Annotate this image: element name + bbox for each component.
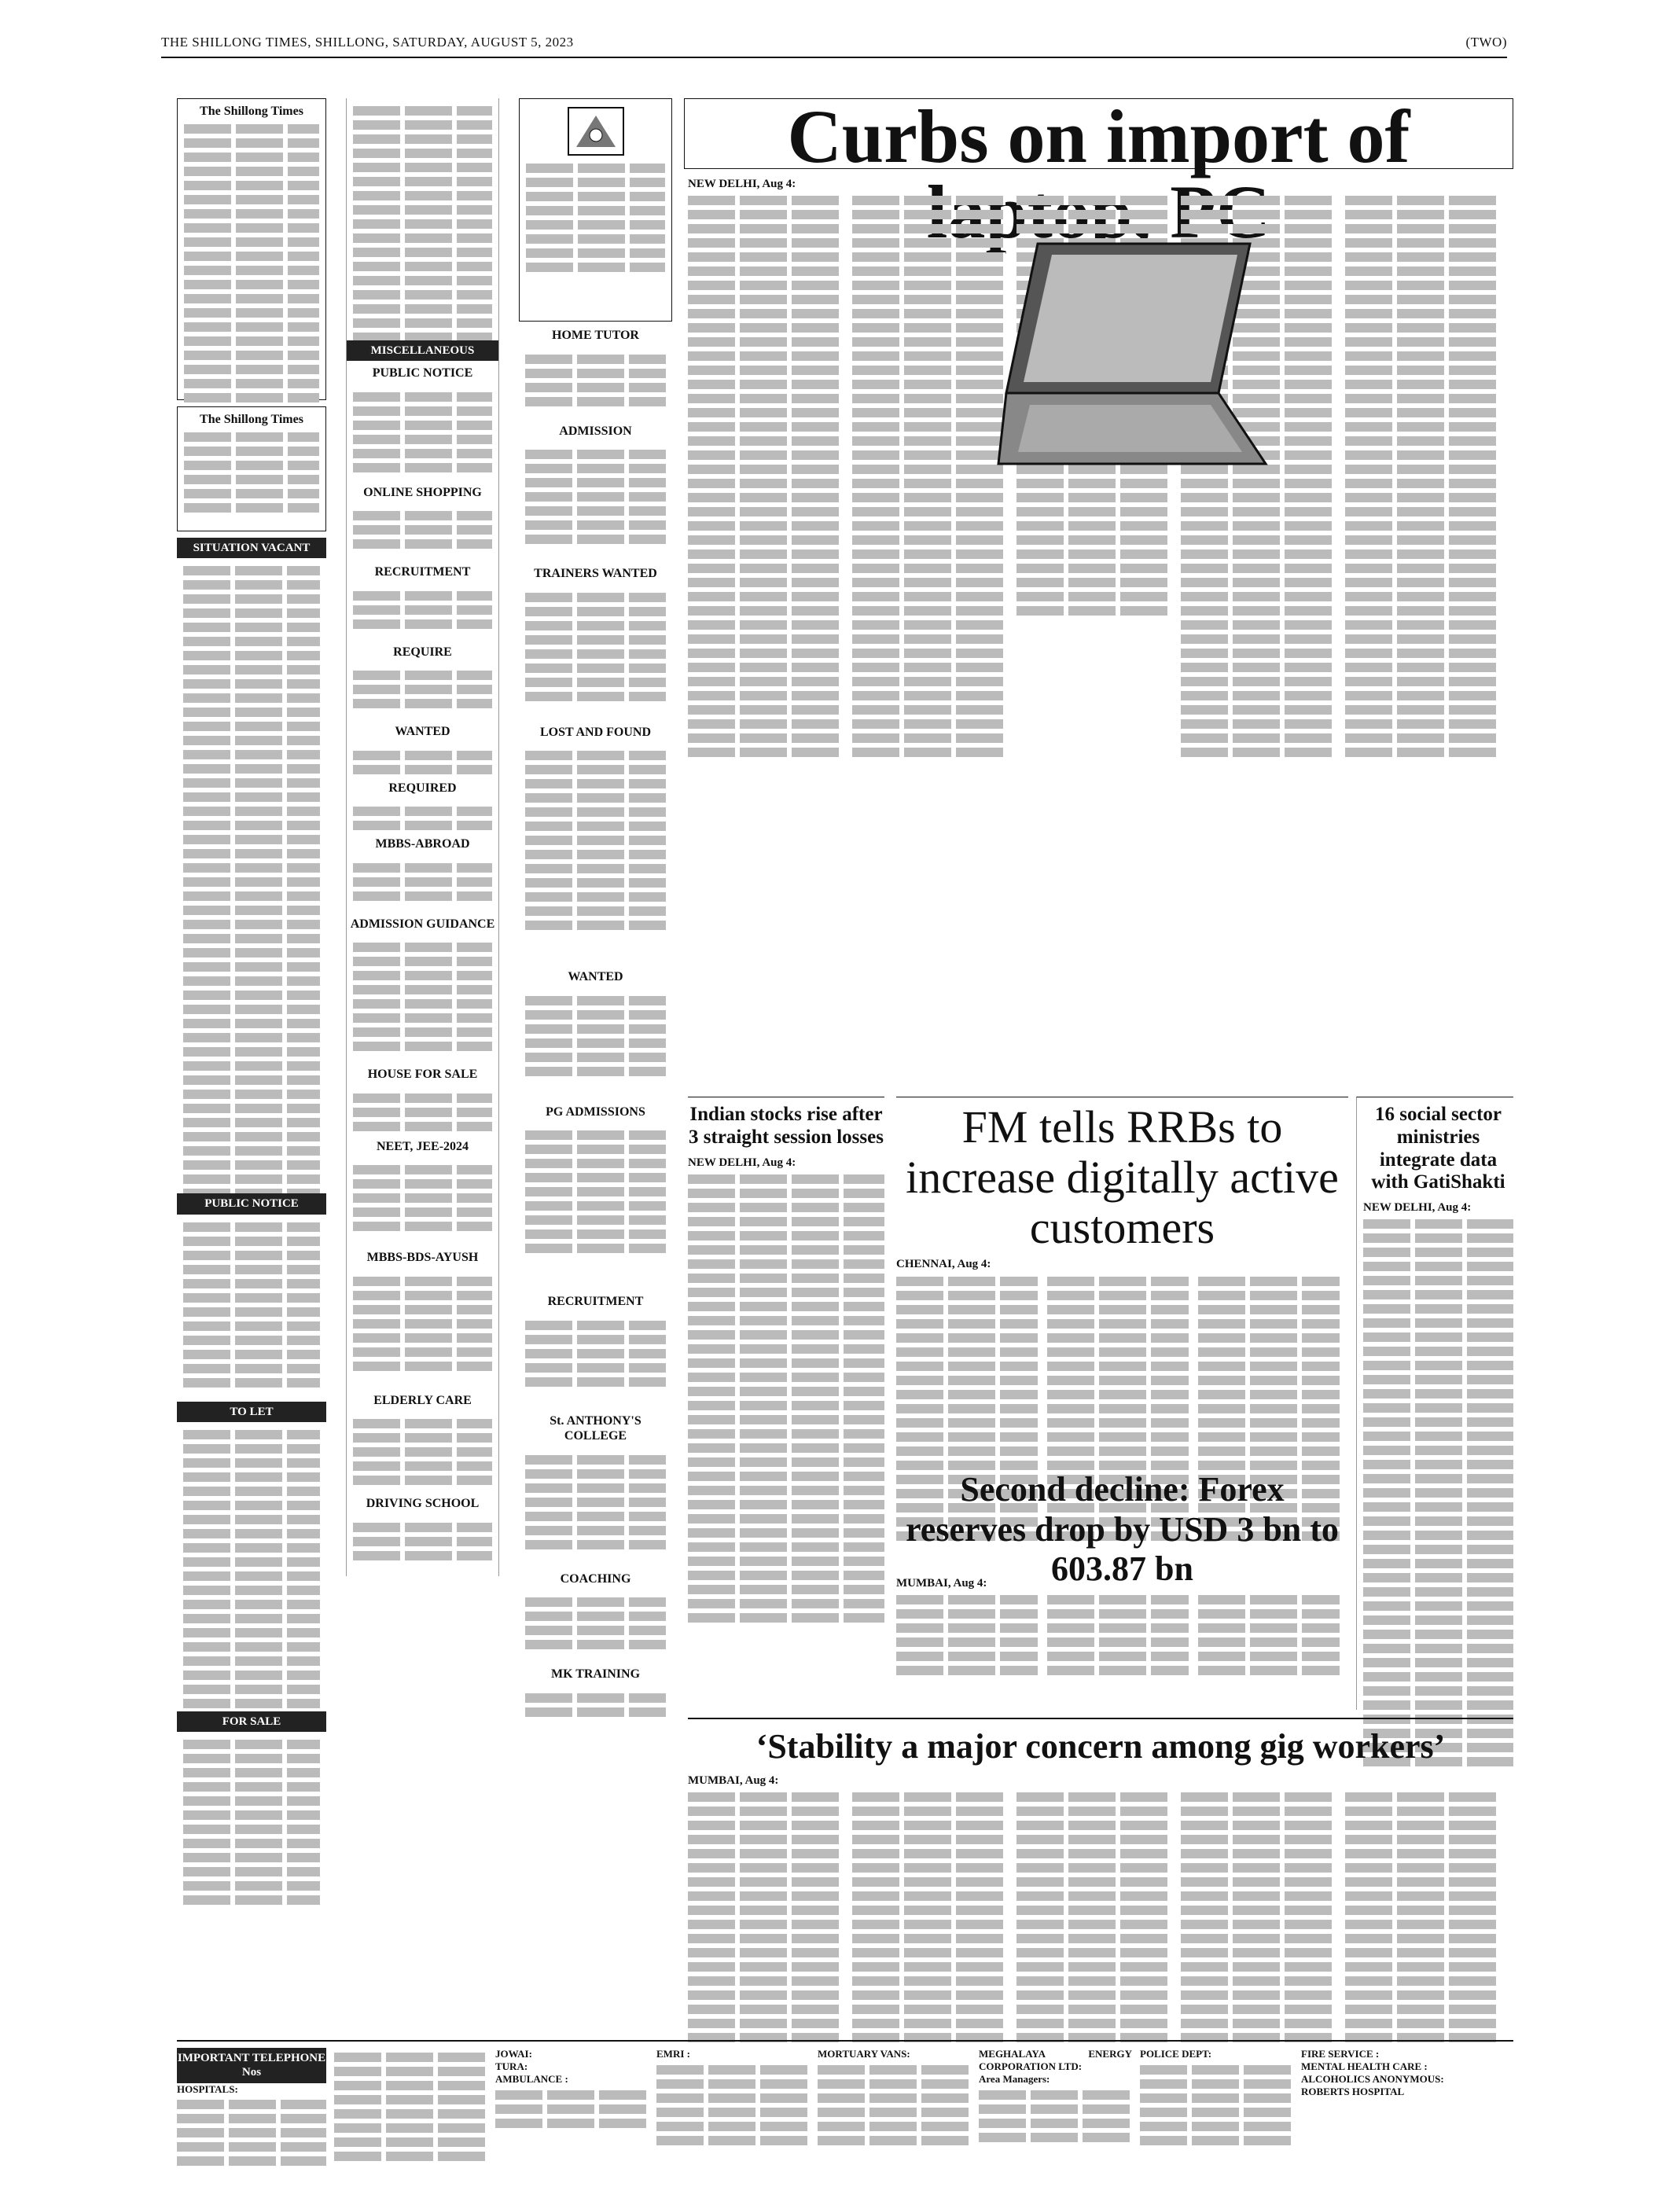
notice-box [519,98,672,322]
admission-title: ADMISSION [559,424,632,438]
alcoholics-title: ALCOHOLICS ANONYMOUS: [1301,2072,1444,2085]
wanted-title-3: WANTED [568,970,623,984]
roberts-title: ROBERTS HOSPITAL [1301,2085,1405,2097]
footer-rule [177,2040,1513,2042]
ambulance-title: AMBULANCE : [495,2072,568,2085]
situation-vacant-list [177,558,326,1193]
story5-body [896,1576,1348,1694]
story6-headline: ‘Stability a major concern among gig workers’ [755,1727,1446,1766]
driving-school-title: DRIVING SCHOOL [366,1497,480,1511]
home-tutor-title: HOME TUTOR [552,329,639,342]
epaper-box [177,406,326,531]
school-emblem-icon [561,104,631,159]
mbbs-abroad-title: MBBS-ABROAD [375,837,470,851]
hospitals-title: HOSPITALS: [177,2082,238,2095]
story3 [896,1097,1348,1466]
masthead [161,31,1507,55]
story4 [1356,1097,1513,1710]
required-title: REQUIRED [388,781,457,795]
story4-dateline: NEW DELHI, Aug 4: [1363,1201,1472,1214]
jowai-title: JOWAI: [495,2048,532,2060]
story2-dateline: NEW DELHI, Aug 4: [688,1156,796,1169]
info-box [177,98,326,400]
box-title-2: The Shillong Times [200,413,303,426]
tura-title: TURA: [495,2060,528,2072]
wanted-title: WANTED [395,725,450,739]
mbbs-bds-title: MBBS-BDS-AYUSH [366,1251,479,1265]
trainers-wanted-title: TRAINERS WANTED [534,567,657,581]
mental-health-title: MENTAL HEALTH CARE : [1301,2060,1428,2072]
masthead-left: THE SHILLONG TIMES, SHILLONG, SATURDAY, AUGUST 5, 2023 [161,35,574,50]
to-let-list [177,1422,326,1711]
info-box-body [184,124,319,402]
story5-headline: Second decline: Forex reserves drop by USD 3 bn to 603.87 bn [906,1470,1339,1589]
box-title: The Shillong Times [200,105,303,118]
recruitment-title: RECRUITMENT [374,565,471,579]
story1-headline-box [684,94,1513,178]
coaching-title: COACHING [560,1571,631,1586]
classifieds-column-1 [177,98,326,1728]
story2-headline: Indian stocks rise after 3 straight session losses [689,1104,884,1148]
story1-dateline: NEW DELHI, Aug 4: [688,178,796,190]
story2 [688,1097,884,1584]
story4-headline: 16 social sector ministries integrate data with GatiShakti [1371,1104,1505,1193]
story6 [688,1726,1513,2048]
public-notice-body [177,1215,326,1402]
telephone-directory [177,2048,1513,2166]
story6-dateline: MUMBAI, Aug 4: [688,1773,779,1787]
elderly-care-title: ELDERLY CARE [373,1393,472,1407]
laptop-icon [983,228,1274,487]
admission-guidance-title: ADMISSION GUIDANCE [350,917,495,931]
miscellaneous-bar: MISCELLANEOUS [347,340,498,361]
pg-admissions-title: PG ADMISSIONS [546,1105,645,1119]
st-anthonys-title: St. ANTHONY'S COLLEGE [550,1413,641,1443]
masthead-right: (TWO) [1465,35,1507,50]
mk-training-title: MK TRAINING [550,1667,641,1682]
story1-headline: Curbs on import of [787,94,1410,178]
public-notice-bar: PUBLIC NOTICE [177,1193,326,1214]
police-dept-title: POLICE DEPT: [1140,2048,1212,2060]
public-notice-title: PUBLIC NOTICE [372,366,473,380]
online-shopping-title: ONLINE SHOPPING [363,485,482,499]
recruitment-title-3: RECRUITMENT [547,1295,644,1309]
emri-title: EMRI : [656,2048,690,2060]
for-sale-list [177,1732,326,1913]
important-title: IMPORTANT TELEPHONE Nos [177,2048,326,2083]
story3-dateline: CHENNAI, Aug 4: [896,1258,991,1271]
classifieds-column-3 [519,98,672,1682]
masthead-rule [161,57,1507,58]
story3-headline: FM tells RRBs to increase digitally active customers [906,1101,1339,1253]
situation-vacant-bar: SITUATION VACANT [177,538,326,558]
story6-rule [688,1718,1513,1719]
classifieds-column-2 [346,98,499,1576]
lost-and-found-title: LOST AND FOUND [539,725,652,739]
meghalaya-energy-title: MEGHALAYA ENERGY CORPORATION LTD: [979,2048,1132,2072]
house-for-sale-title: HOUSE FOR SALE [367,1068,478,1082]
fire-service-title: FIRE SERVICE : [1301,2048,1380,2060]
story5-dateline: MUMBAI, Aug 4: [896,1577,987,1590]
col2-top-ads [347,98,498,340]
require-title: REQUIRE [393,645,452,659]
to-let-bar: TO LET [177,1402,326,1422]
mortuary-title: MORTUARY VANS: [818,2048,910,2060]
for-sale-bar: FOR SALE [177,1711,326,1732]
neet-title: NEET, JEE-2024 [376,1139,469,1153]
area-managers-title: Area Managers: [979,2072,1050,2085]
